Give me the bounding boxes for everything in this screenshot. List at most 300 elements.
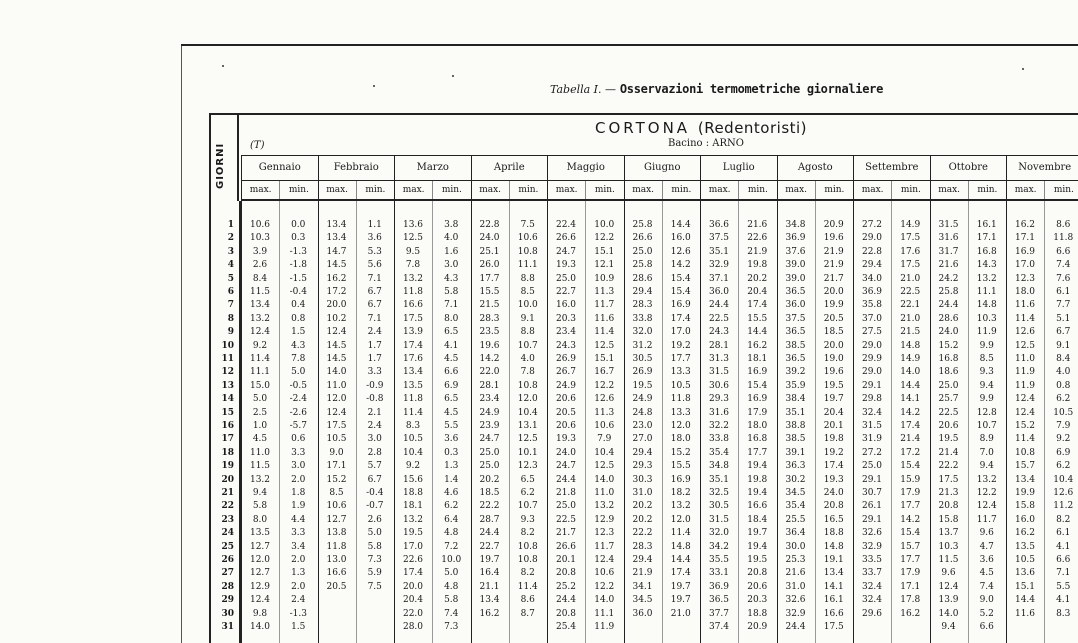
temperature-cell: 11.3 xyxy=(594,287,615,297)
temperature-cell: 6.2 xyxy=(520,488,535,498)
day-number: 10 xyxy=(221,340,234,351)
temperature-cell: -0.9 xyxy=(366,380,384,391)
temperature-cell: 11.9 xyxy=(976,327,997,338)
temperature-cell: 16.0 xyxy=(1014,514,1036,525)
temperature-cell: 1.8 xyxy=(291,488,306,498)
temperature-cell: 18.8 xyxy=(402,488,424,498)
temperature-cell: 12.1 xyxy=(594,260,615,271)
temperature-cell: 36.5 xyxy=(785,327,806,338)
temperature-cell: 17.5 xyxy=(823,622,844,632)
temperature-cell: 32.0 xyxy=(632,327,653,338)
temperature-cell: 35.4 xyxy=(708,447,730,458)
temperature-cell: 20.1 xyxy=(823,421,844,431)
temperature-cell: 5.8 xyxy=(252,501,268,512)
temperature-cell: 12.7 xyxy=(326,514,347,525)
temperature-cell: 0.8 xyxy=(291,313,306,324)
temperature-cell: 12.3 xyxy=(517,461,538,472)
temperature-cell: 12.4 xyxy=(249,595,271,606)
temperature-cell: 9.0 xyxy=(979,595,994,606)
temperature-cell: 23.9 xyxy=(479,421,500,431)
temperature-cell: 12.4 xyxy=(594,555,615,565)
temperature-cell: 20.8 xyxy=(823,501,844,512)
temperature-cell: -5.7 xyxy=(289,421,307,431)
temperature-cell: 9.3 xyxy=(979,367,994,378)
temperature-cell: 21.9 xyxy=(747,246,768,257)
temperature-cell: 12.4 xyxy=(249,327,271,338)
temperature-cell: 19.5 xyxy=(632,380,653,391)
temperature-cell: 17.7 xyxy=(670,354,691,364)
temperature-cell: 24.0 xyxy=(823,488,844,498)
temperature-cell: 3.0 xyxy=(291,461,306,472)
temperature-cell: 16.2 xyxy=(479,608,500,619)
temperature-cell: 17.5 xyxy=(326,421,347,431)
temperature-cell: 16.1 xyxy=(976,220,997,230)
temperature-cell: 4.8 xyxy=(444,528,459,539)
temperature-cell: -0.8 xyxy=(366,394,384,405)
temperature-cell: 25.0 xyxy=(938,380,959,391)
temperature-cell: 24.4 xyxy=(555,474,577,485)
temperature-cell: 11.7 xyxy=(594,541,615,552)
temperature-cell: 16.2 xyxy=(326,273,347,284)
temperature-cell: 13.9 xyxy=(938,595,959,606)
min-subheader: min. xyxy=(509,181,547,199)
temperature-cell: 12.2 xyxy=(594,380,615,391)
temperature-cell: 4.6 xyxy=(444,488,459,498)
temperature-cell: 20.2 xyxy=(632,501,653,512)
temperature-cell: 1.5 xyxy=(291,622,306,632)
temperature-cell: 10.3 xyxy=(249,233,271,244)
day-number: 30 xyxy=(221,608,234,619)
temperature-cell: 16.2 xyxy=(900,608,921,619)
temperature-cell: 33.8 xyxy=(632,313,653,324)
temperature-cell: 23.4 xyxy=(555,327,577,338)
temperature-cell: 7.6 xyxy=(1056,273,1071,284)
temperature-cell: 25.0 xyxy=(555,501,577,512)
temperature-cell: 26.6 xyxy=(555,541,577,552)
temperature-cell: -0.4 xyxy=(289,287,307,297)
temperature-cell: 10.5 xyxy=(1014,555,1036,565)
temperature-cell: 14.2 xyxy=(900,514,921,525)
temperature-cell: 29.4 xyxy=(861,260,883,271)
temperature-cell: 29.3 xyxy=(708,394,730,405)
temperature-cell: 17.4 xyxy=(670,568,691,579)
temperature-cell: 18.0 xyxy=(670,434,691,445)
temperature-cell: 31.6 xyxy=(708,407,730,418)
temperature-cell: 20.6 xyxy=(747,581,768,592)
day-number: 23 xyxy=(221,514,234,525)
temperature-cell: 32.6 xyxy=(861,528,883,539)
temperature-cell: 24.4 xyxy=(708,300,730,311)
temperature-cell: 13.3 xyxy=(670,407,691,418)
temperature-cell: 27.2 xyxy=(861,220,883,230)
temperature-cell: 20.2 xyxy=(747,273,768,284)
temperature-cell: 11.8 xyxy=(402,394,424,405)
temperature-cell: 20.0 xyxy=(402,581,424,592)
temperature-cell: 3.8 xyxy=(444,220,459,230)
temperature-cell: 17.1 xyxy=(976,233,997,244)
temperature-cell: 18.5 xyxy=(823,327,844,338)
temperature-cell: 36.9 xyxy=(708,581,730,592)
temperature-cell: 6.5 xyxy=(444,394,459,405)
temperature-cell: 1.3 xyxy=(291,568,306,579)
temperature-cell: 4.1 xyxy=(1056,595,1071,606)
temperature-cell: 17.4 xyxy=(402,340,424,351)
temperature-cell: 13.2 xyxy=(402,514,424,525)
max-subheader: max. xyxy=(394,181,432,199)
temperature-cell: 4.4 xyxy=(291,514,306,525)
temperature-cell: 16.5 xyxy=(823,514,844,525)
temperature-cell: 8.3 xyxy=(405,421,421,431)
temperature-cell: 1.3 xyxy=(444,461,459,472)
temperature-cell: 5.0 xyxy=(252,394,268,405)
temperature-cell: 29.4 xyxy=(632,447,653,458)
temperature-cell: 24.0 xyxy=(938,327,959,338)
temperature-cell: 19.3 xyxy=(823,474,844,485)
temperature-cell: 20.2 xyxy=(632,514,653,525)
temperature-cell: 11.3 xyxy=(594,407,615,418)
temperature-cell: 6.4 xyxy=(444,514,459,525)
temperature-cell: 37.5 xyxy=(708,233,730,244)
temperature-cell: 35.1 xyxy=(708,474,730,485)
temperature-cell: 12.0 xyxy=(249,555,271,565)
temperature-cell: 38.5 xyxy=(785,340,806,351)
temperature-cell: 22.8 xyxy=(861,246,883,257)
temperature-cell: 36.9 xyxy=(785,233,806,244)
temperature-cell: 36.5 xyxy=(785,354,806,364)
day-number: 19 xyxy=(221,461,234,472)
day-number: 28 xyxy=(221,581,234,592)
temperature-cell: 8.6 xyxy=(520,595,535,606)
temperature-cell: 6.2 xyxy=(444,501,459,512)
temperature-cell: 6.6 xyxy=(444,367,459,378)
temperature-cell: 33.5 xyxy=(861,555,883,565)
day-number: 1 xyxy=(227,220,234,230)
temperature-cell: 20.5 xyxy=(823,313,844,324)
temperature-cell: 16.6 xyxy=(823,608,844,619)
temperature-cell: 29.9 xyxy=(861,354,883,364)
temperature-cell: 12.0 xyxy=(670,514,691,525)
temperature-cell: 31.9 xyxy=(861,434,883,445)
temperature-cell: 7.5 xyxy=(520,220,535,230)
temperature-cell: 16.9 xyxy=(1014,246,1036,257)
temperature-cell: 7.2 xyxy=(444,541,459,552)
temperature-cell: 16.4 xyxy=(479,568,500,579)
day-number: 16 xyxy=(221,421,234,431)
temperature-cell: 11.8 xyxy=(326,541,347,552)
temperature-cell: 13.2 xyxy=(249,313,271,324)
temperature-cell: 13.6 xyxy=(402,220,424,230)
temperature-cell: 8.5 xyxy=(329,488,344,498)
temperature-cell: 11.9 xyxy=(594,622,615,632)
temperature-cell: 11.6 xyxy=(594,313,615,324)
temperature-cell: 9.9 xyxy=(979,340,994,351)
temperature-cell: 5.0 xyxy=(367,528,382,539)
temperature-cell: 22.2 xyxy=(938,461,959,472)
min-subheader: min. xyxy=(815,181,853,199)
temperature-cell: 19.2 xyxy=(823,447,844,458)
temperature-cell: 9.4 xyxy=(979,380,994,391)
temperature-cell: 19.6 xyxy=(479,340,500,351)
temperature-cell: 11.0 xyxy=(1014,354,1036,364)
temperature-cell: 22.0 xyxy=(479,367,500,378)
temperature-cell: 22.7 xyxy=(555,287,577,297)
temperature-cell: 33.7 xyxy=(861,568,883,579)
temperature-cell: 0.3 xyxy=(291,233,306,244)
temperature-cell: 15.2 xyxy=(326,474,347,485)
temperature-cell: 26.7 xyxy=(555,367,577,378)
temperature-cell: 3.6 xyxy=(367,233,382,244)
temperature-cell: 25.8 xyxy=(938,287,959,297)
temperature-cell: 37.7 xyxy=(708,608,730,619)
temperature-cell: 24.7 xyxy=(555,246,577,257)
temperature-cell: 21.6 xyxy=(785,568,806,579)
temperature-cell: 6.7 xyxy=(367,300,382,311)
temperature-cell: 23.4 xyxy=(479,394,500,405)
temperature-cell: 24.4 xyxy=(938,300,959,311)
temperature-cell: 8.9 xyxy=(979,434,994,445)
temperature-cell: 20.3 xyxy=(747,595,768,606)
temperature-cell: 0.0 xyxy=(291,220,306,230)
temperature-cell: 13.7 xyxy=(938,528,959,539)
temperature-cell: 36.0 xyxy=(632,608,653,619)
temperature-cell: 18.8 xyxy=(823,528,844,539)
temperature-cell: 14.7 xyxy=(326,246,347,257)
temperature-cell: 0.6 xyxy=(291,434,306,445)
temperature-cell: 25.8 xyxy=(632,260,653,271)
temperature-cell: 30.2 xyxy=(785,474,806,485)
temperature-cell: 12.4 xyxy=(326,327,347,338)
temperature-cell: 36.4 xyxy=(785,528,806,539)
temperature-cell: 36.0 xyxy=(785,300,806,311)
temperature-cell: 6.9 xyxy=(444,380,459,391)
station-name: CORTONA xyxy=(595,119,691,137)
temperature-cell: 11.9 xyxy=(1014,380,1036,391)
temperature-cell: 20.8 xyxy=(555,568,577,579)
temperature-cell: 6.7 xyxy=(367,474,382,485)
temperature-cell: 6.9 xyxy=(1056,447,1071,458)
temperature-cell: 25.1 xyxy=(479,246,500,257)
temperature-cell: 16.0 xyxy=(555,300,577,311)
temperature-cell: 32.9 xyxy=(785,608,806,619)
temperature-cell: 11.2 xyxy=(1053,501,1074,512)
min-subheader: min. xyxy=(738,181,776,199)
temperature-cell: 33.8 xyxy=(708,434,730,445)
temperature-cell: 3.3 xyxy=(291,528,306,539)
temperature-cell: 10.7 xyxy=(517,501,538,512)
temperature-cell: 14.0 xyxy=(249,622,271,632)
temperature-cell: 17.9 xyxy=(900,488,921,498)
temperature-cell: 20.1 xyxy=(555,555,577,565)
temperature-cell: 12.5 xyxy=(594,340,615,351)
temperature-cell: 19.6 xyxy=(823,233,844,244)
max-subheader: max. xyxy=(853,181,891,199)
temperature-cell: 7.9 xyxy=(1056,421,1071,431)
temperature-cell: 6.5 xyxy=(444,327,459,338)
day-number: 14 xyxy=(221,394,234,405)
temperature-cell: 31.5 xyxy=(708,514,730,525)
temperature-cell: 12.4 xyxy=(1014,407,1036,418)
temperature-cell: 15.1 xyxy=(594,246,615,257)
temperature-cell: 8.6 xyxy=(1056,220,1071,230)
temperature-cell: 13.4 xyxy=(1014,474,1036,485)
temperature-cell: 21.1 xyxy=(479,581,500,592)
temperature-cell: 16.8 xyxy=(747,434,768,445)
temperature-cell: 14.3 xyxy=(976,260,997,271)
temperature-cell: 24.0 xyxy=(555,447,577,458)
temperature-cell: 21.9 xyxy=(823,260,844,271)
temperature-cell: 14.0 xyxy=(326,367,347,378)
temperature-cell: 36.5 xyxy=(785,287,806,297)
temperature-cell: 14.5 xyxy=(326,260,347,271)
temperature-cell: 11.9 xyxy=(1014,367,1036,378)
temperature-cell: 4.5 xyxy=(252,434,268,445)
temperature-cell: 24.9 xyxy=(555,380,577,391)
temperature-cell: 14.8 xyxy=(670,541,691,552)
temperature-cell: 20.8 xyxy=(747,568,768,579)
temperature-cell: 19.5 xyxy=(402,528,424,539)
temperature-cell: 29.3 xyxy=(632,461,653,472)
temperature-cell: 3.0 xyxy=(367,434,382,445)
temperature-cell: 21.6 xyxy=(747,220,768,230)
temperature-cell: 1.5 xyxy=(291,327,306,338)
temperature-cell: 25.0 xyxy=(861,461,883,472)
temperature-cell: 38.8 xyxy=(785,421,806,431)
temperature-cell: 7.0 xyxy=(979,447,994,458)
temperature-cell: 32.5 xyxy=(708,488,730,498)
temperature-cell: 20.9 xyxy=(823,220,844,230)
day-number: 31 xyxy=(221,622,234,632)
temperature-cell: 17.7 xyxy=(747,447,768,458)
temperature-cell: 20.6 xyxy=(938,421,959,431)
caption-title: Osservazioni termometriche giornaliere xyxy=(619,82,883,96)
temperature-cell: 18.0 xyxy=(747,421,768,431)
max-subheader: max. xyxy=(930,181,968,199)
temperature-cell: 4.5 xyxy=(979,568,994,579)
temperature-cell: 10.0 xyxy=(441,555,462,565)
temperature-cell: 12.4 xyxy=(1014,394,1036,405)
temperature-cell: 17.1 xyxy=(326,461,347,472)
temperature-cell: 6.1 xyxy=(1056,528,1071,539)
temperature-cell: 14.4 xyxy=(670,555,691,565)
temperature-cell: 28.3 xyxy=(479,313,500,324)
temperature-cell: 7.4 xyxy=(444,608,459,619)
temperature-cell: 29.1 xyxy=(861,514,883,525)
temperature-cell: 24.3 xyxy=(708,327,730,338)
temperature-cell: 26.9 xyxy=(632,367,653,378)
temperature-cell: 22.5 xyxy=(938,407,959,418)
temperature-cell: 8.0 xyxy=(444,313,459,324)
day-number: 12 xyxy=(221,367,234,378)
max-subheader: max. xyxy=(547,181,585,199)
temperature-cell: 8.8 xyxy=(520,273,535,284)
temperature-cell: 21.5 xyxy=(900,327,921,338)
temperature-cell: 16.7 xyxy=(594,367,615,378)
temperature-cell: 1.4 xyxy=(444,474,459,485)
temperature-cell: 1.0 xyxy=(252,421,268,431)
temperature-cell: 9.6 xyxy=(979,528,994,539)
temperature-cell: 31.5 xyxy=(938,220,959,230)
temperature-cell: 19.7 xyxy=(479,555,500,565)
day-number: 9 xyxy=(227,327,234,338)
temperature-cell: 8.2 xyxy=(1056,514,1071,525)
temperature-cell: 17.0 xyxy=(402,541,424,552)
temperature-cell: 39.2 xyxy=(785,367,806,378)
temperature-cell: 2.4 xyxy=(291,595,306,606)
temperature-cell: 28.1 xyxy=(708,340,730,351)
temperature-cell: 19.5 xyxy=(938,434,959,445)
temperature-cell: 19.5 xyxy=(823,380,844,391)
temperature-cell: 28.3 xyxy=(632,541,653,552)
temperature-cell: 12.6 xyxy=(1014,327,1036,338)
month-header: Agosto xyxy=(777,156,854,180)
temperature-cell: 24.2 xyxy=(938,273,959,284)
temperature-cell: 21.6 xyxy=(938,260,959,271)
temperature-cell: 5.5 xyxy=(1056,581,1071,592)
temperature-cell: 0.8 xyxy=(1056,380,1071,391)
temperature-cell: 25.0 xyxy=(555,273,577,284)
temperature-cell: 3.6 xyxy=(979,555,994,565)
temperature-cell: 23.0 xyxy=(632,421,653,431)
temperature-cell: 16.2 xyxy=(1014,220,1036,230)
temperature-cell: 11.8 xyxy=(402,287,424,297)
temperature-cell: 20.9 xyxy=(747,622,768,632)
temperature-cell: 20.6 xyxy=(555,421,577,431)
temperature-cell: 8.7 xyxy=(520,608,535,619)
station-code: (T) xyxy=(250,140,265,151)
temperature-cell: 10.0 xyxy=(594,220,615,230)
temperature-cell: 17.1 xyxy=(900,581,921,592)
temperature-cell: 7.4 xyxy=(979,581,994,592)
basin-label: Bacino : ARNO xyxy=(668,138,744,149)
temperature-cell: 7.1 xyxy=(367,273,382,284)
temperature-cell: 19.5 xyxy=(747,555,768,565)
temperature-cell: 28.0 xyxy=(402,622,424,632)
temperature-cell: 13.3 xyxy=(670,367,691,378)
temperature-cell: 18.2 xyxy=(670,488,691,498)
temperature-cell: 5.5 xyxy=(444,421,459,431)
temperature-cell: 11.4 xyxy=(594,327,615,338)
temperature-cell: 34.8 xyxy=(785,220,806,230)
temperature-cell: 1.7 xyxy=(367,340,382,351)
day-number: 4 xyxy=(227,260,234,271)
temperature-cell: 12.7 xyxy=(249,568,271,579)
temperature-cell: 12.3 xyxy=(1014,273,1036,284)
temperature-cell: 5.3 xyxy=(367,246,382,257)
temperature-cell: 18.5 xyxy=(479,488,500,498)
temperature-cell: 16.8 xyxy=(976,246,997,257)
temperature-cell: 24.4 xyxy=(785,622,806,632)
day-number: 2 xyxy=(227,233,234,244)
temperature-cell: 19.1 xyxy=(823,555,844,565)
temperature-cell: 12.3 xyxy=(594,528,615,539)
temperature-cell: 13.4 xyxy=(326,220,347,230)
temperature-cell: 35.8 xyxy=(861,300,883,311)
temperature-cell: 11.4 xyxy=(402,407,424,418)
month-header: Maggio xyxy=(547,156,624,180)
temperature-cell: 8.2 xyxy=(520,528,535,539)
temperature-cell: 9.2 xyxy=(1056,434,1071,445)
temperature-cell: 18.6 xyxy=(938,367,959,378)
temperature-cell: 6.6 xyxy=(1056,246,1071,257)
day-number: 6 xyxy=(227,287,234,297)
temperature-cell: 8.5 xyxy=(979,354,994,364)
temperature-cell: 17.8 xyxy=(900,595,921,606)
temperature-cell: 28.6 xyxy=(938,313,959,324)
temperature-cell: 1.9 xyxy=(291,501,306,512)
temperature-cell: 19.9 xyxy=(823,300,844,311)
temperature-cell: -2.4 xyxy=(289,394,307,405)
temperature-cell: 30.6 xyxy=(708,380,730,391)
